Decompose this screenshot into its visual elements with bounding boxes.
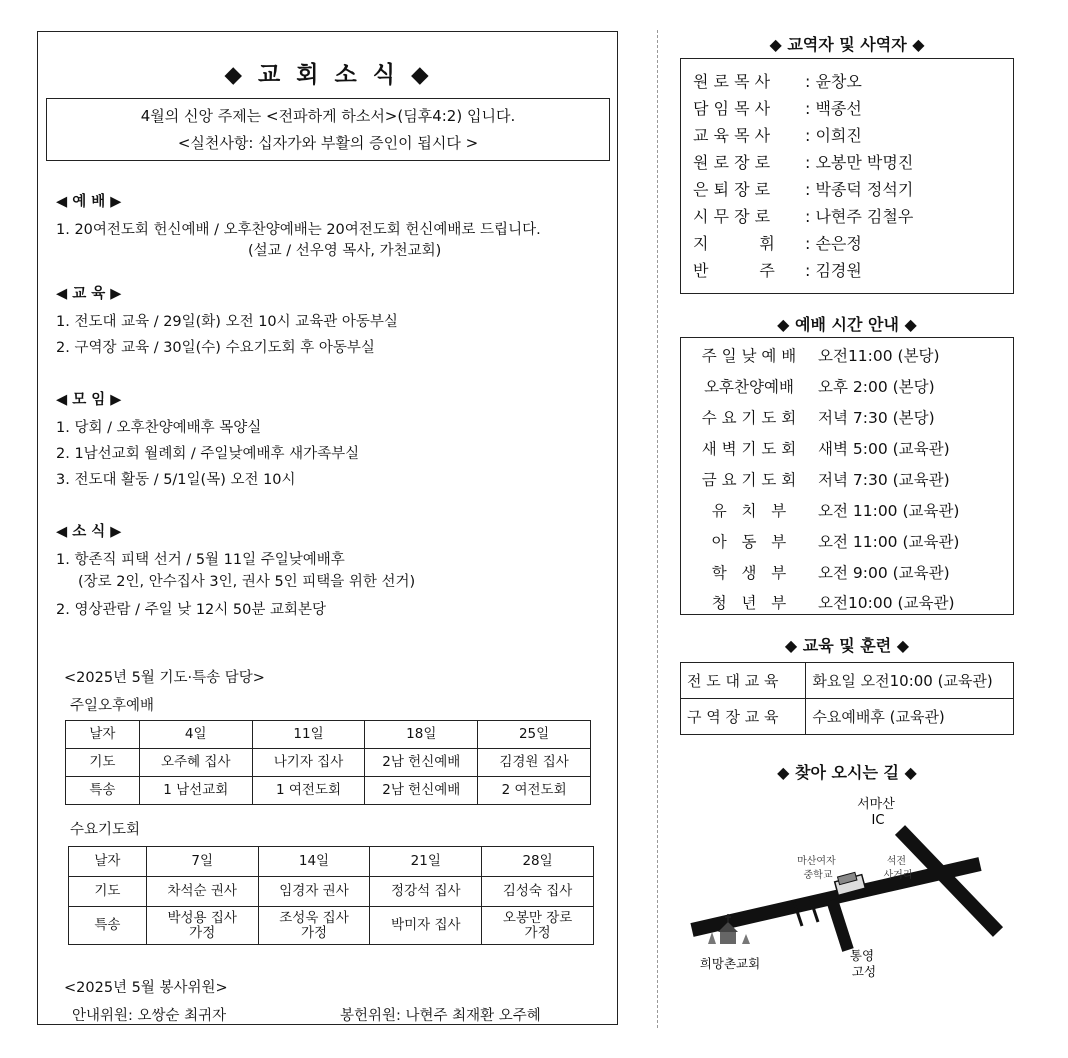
staff-role: 지 휘 [693, 234, 775, 253]
column-divider [657, 30, 658, 1028]
table-row [66, 777, 591, 805]
church-news-box [37, 31, 618, 1025]
map-label-tongyeong-line1: 통영 [849, 948, 875, 963]
directions-map [680, 790, 1014, 990]
staff-box [680, 58, 1014, 294]
news-item: 1. 항존직 피택 선거 / 5월 11일 주일낮예배후 [56, 552, 345, 568]
staff-row [693, 177, 913, 200]
staff-row [693, 123, 862, 146]
monthly-theme-box [46, 98, 610, 161]
staff-row [693, 150, 913, 173]
main-road [832, 900, 848, 950]
sunday-service-label: 주일오후예배 [70, 698, 155, 714]
service-name: 주 일 낮 예 배 [701, 347, 797, 365]
table-cell: 조성욱 집사 가정 [258, 907, 370, 945]
staff-role: 시 무 장 로 [693, 207, 771, 226]
table-cell: 25일 [478, 721, 591, 749]
worship-item: 1. 20여전도회 헌신예배 / 오후찬양예배는 20여전도회 헌신예배로 드립니다. [56, 222, 541, 238]
staff-name: : 이희진 [805, 126, 862, 145]
staff-name: : 백종선 [805, 99, 862, 118]
staff-name: : 박종덕 정석기 [805, 180, 914, 199]
theme-practice-line: <실천사항: 십자가와 부활의 증인이 됩시다 > [177, 134, 479, 152]
service-name: 수 요 기 도 회 [701, 409, 797, 427]
table-cell: 특송 [66, 777, 140, 805]
service-time: 저녁 7:30 (교육관) [818, 471, 950, 489]
service-name: 학 생 부 [711, 564, 787, 582]
table-cell: 기도 [69, 877, 147, 907]
meeting-item: 1. 당회 / 오후찬양예배후 목양실 [56, 420, 262, 436]
service-time: 오전 11:00 (교육관) [818, 533, 960, 551]
table-cell: 기도 [66, 749, 140, 777]
staff-name: : 오봉만 박명진 [805, 153, 914, 172]
table-cell: 21일 [370, 847, 482, 877]
service-name: 금 요 기 도 회 [701, 471, 797, 489]
sunday-schedule-table [65, 720, 591, 805]
worship-item-note: (설교 / 선우영 목사, 가천교회) [248, 243, 442, 259]
map-label-tongyeong [850, 948, 878, 979]
offering-volunteers: 봉헌위원: 나현주 최재환 오주혜 [340, 1008, 541, 1024]
table-cell: 정강석 집사 [370, 877, 482, 907]
map-label-school-line1: 마산여자 [797, 856, 836, 867]
meeting-item: 2. 1남선교회 월례회 / 주일낮예배후 새가족부실 [56, 446, 360, 462]
page-title: ◆ 교 회 소 식 ◆ [224, 62, 433, 88]
table-cell: 7일 [146, 847, 258, 877]
service-time: 오전 9:00 (교육관) [818, 564, 950, 582]
table-row [69, 907, 594, 945]
table-cell: 오봉만 장로 가정 [482, 907, 594, 945]
table-cell: 2남 헌신예배 [365, 777, 478, 805]
meeting-item: 3. 전도대 활동 / 5/1일(목) 오전 10시 [56, 472, 296, 488]
service-time: 오후 2:00 (본당) [818, 378, 935, 396]
staff-name: : 윤창오 [805, 72, 862, 91]
worship-times-heading: ◆ 예배 시간 안내 ◆ [777, 315, 917, 334]
directions-heading: ◆ 찾아 오시는 길 ◆ [777, 763, 917, 782]
staff-name: : 손은정 [805, 234, 862, 253]
table-row [69, 847, 594, 877]
table-cell: 김경원 집사 [478, 749, 591, 777]
table-cell: 18일 [365, 721, 478, 749]
training-time: 수요예배후 (교육관) [806, 699, 1014, 735]
map-label-intersection-line1: 석전 [886, 856, 907, 867]
table-row [681, 699, 1014, 735]
table-row [69, 877, 594, 907]
staff-name: : 김경원 [805, 261, 862, 280]
table-cell: 날자 [69, 847, 147, 877]
staff-name: : 나현주 김철우 [805, 207, 914, 226]
news-item-note: (장로 2인, 안수집사 3인, 권사 5인 피택을 위한 선거) [78, 574, 416, 590]
map-label-ic [857, 796, 899, 828]
table-cell: 1 남선교회 [139, 777, 252, 805]
staff-row [693, 258, 862, 281]
table-cell: 날자 [66, 721, 140, 749]
service-name: 새 벽 기 도 회 [701, 440, 797, 458]
worship-times-box [680, 337, 1014, 615]
education-item: 1. 전도대 교육 / 29일(화) 오전 10시 교육관 아동부실 [56, 314, 398, 330]
staff-role: 교 육 목 사 [693, 126, 771, 145]
training-table [680, 662, 1014, 735]
training-name: 구 역 장 교 육 [681, 699, 806, 735]
map-label-school-line2: 중학교 [803, 870, 833, 881]
service-time: 오전10:00 (교육관) [818, 594, 955, 612]
map-label-ic-line1: 서마산 [857, 797, 895, 812]
staff-row [693, 204, 913, 227]
volunteers-heading: <2025년 5월 봉사위원> [64, 980, 228, 996]
service-time: 저녁 7:30 (본당) [818, 409, 935, 427]
table-cell: 특송 [69, 907, 147, 945]
table-row [681, 663, 1014, 699]
staff-role: 담 임 목 사 [693, 99, 771, 118]
service-name: 유 치 부 [711, 502, 787, 520]
table-cell: 11일 [252, 721, 365, 749]
table-cell: 박성용 집사 가정 [146, 907, 258, 945]
staff-role: 반 주 [693, 261, 775, 280]
table-cell: 2남 헌신예배 [365, 749, 478, 777]
table-cell: 나기자 집사 [252, 749, 365, 777]
news-heading: ◀ 소 식 ▶ [56, 524, 122, 540]
table-cell: 14일 [258, 847, 370, 877]
staff-role: 은 퇴 장 로 [693, 180, 771, 199]
table-cell: 1 여전도회 [252, 777, 365, 805]
education-heading: ◀ 교 육 ▶ [56, 286, 122, 302]
table-row [66, 749, 591, 777]
service-time: 새벽 5:00 (교육관) [818, 440, 950, 458]
map-label-school [797, 854, 839, 881]
table-cell: 4일 [139, 721, 252, 749]
staff-role: 원 로 장 로 [693, 153, 771, 172]
wednesday-service-label: 수요기도회 [70, 822, 141, 838]
table-cell: 오주혜 집사 [139, 749, 252, 777]
staff-heading: ◆ 교역자 및 사역자 ◆ [769, 35, 925, 54]
table-cell: 2 여전도회 [478, 777, 591, 805]
wednesday-schedule-table [68, 846, 594, 945]
staff-row [693, 96, 862, 119]
map-label-church: 희망촌교회 [699, 956, 761, 971]
map-label-intersection [884, 854, 913, 881]
training-heading: ◆ 교육 및 훈련 ◆ [784, 636, 910, 655]
service-time: 오전11:00 (본당) [818, 347, 940, 365]
table-cell: 임경자 권사 [258, 877, 370, 907]
map-label-ic-line2: IC [871, 813, 885, 828]
table-cell: 박미자 집사 [370, 907, 482, 945]
prayer-schedule-heading: <2025년 5월 기도·특송 담당> [64, 670, 265, 686]
map-label-intersection-line2: 사거리 [883, 870, 913, 881]
education-item: 2. 구역장 교육 / 30일(수) 수요기도회 후 아동부실 [56, 340, 375, 356]
service-time: 오전 11:00 (교육관) [818, 502, 960, 520]
service-name: 오후찬양예배 [704, 378, 794, 396]
table-row [66, 721, 591, 749]
training-name: 전 도 대 교 육 [681, 663, 806, 699]
table-cell: 차석순 권사 [146, 877, 258, 907]
news-item: 2. 영상관람 / 주일 낮 12시 50분 교회본당 [56, 602, 326, 618]
theme-line: 4월의 신앙 주제는 <전파하게 하소서>(딤후4:2) 입니다. [140, 107, 516, 125]
meeting-heading: ◀ 모 임 ▶ [56, 392, 122, 408]
service-name: 청 년 부 [711, 594, 787, 612]
table-cell: 김성숙 집사 [482, 877, 594, 907]
staff-row [693, 69, 862, 92]
staff-row [693, 231, 862, 254]
table-cell: 28일 [482, 847, 594, 877]
staff-role: 원 로 목 사 [693, 72, 771, 91]
guide-volunteers: 안내위원: 오쌍순 최귀자 [72, 1008, 227, 1024]
service-name: 아 동 부 [711, 533, 787, 551]
map-label-tongyeong-line2: 고성 [851, 964, 877, 979]
training-time: 화요일 오전10:00 (교육관) [806, 663, 1014, 699]
worship-heading: ◀ 예 배 ▶ [56, 194, 122, 210]
